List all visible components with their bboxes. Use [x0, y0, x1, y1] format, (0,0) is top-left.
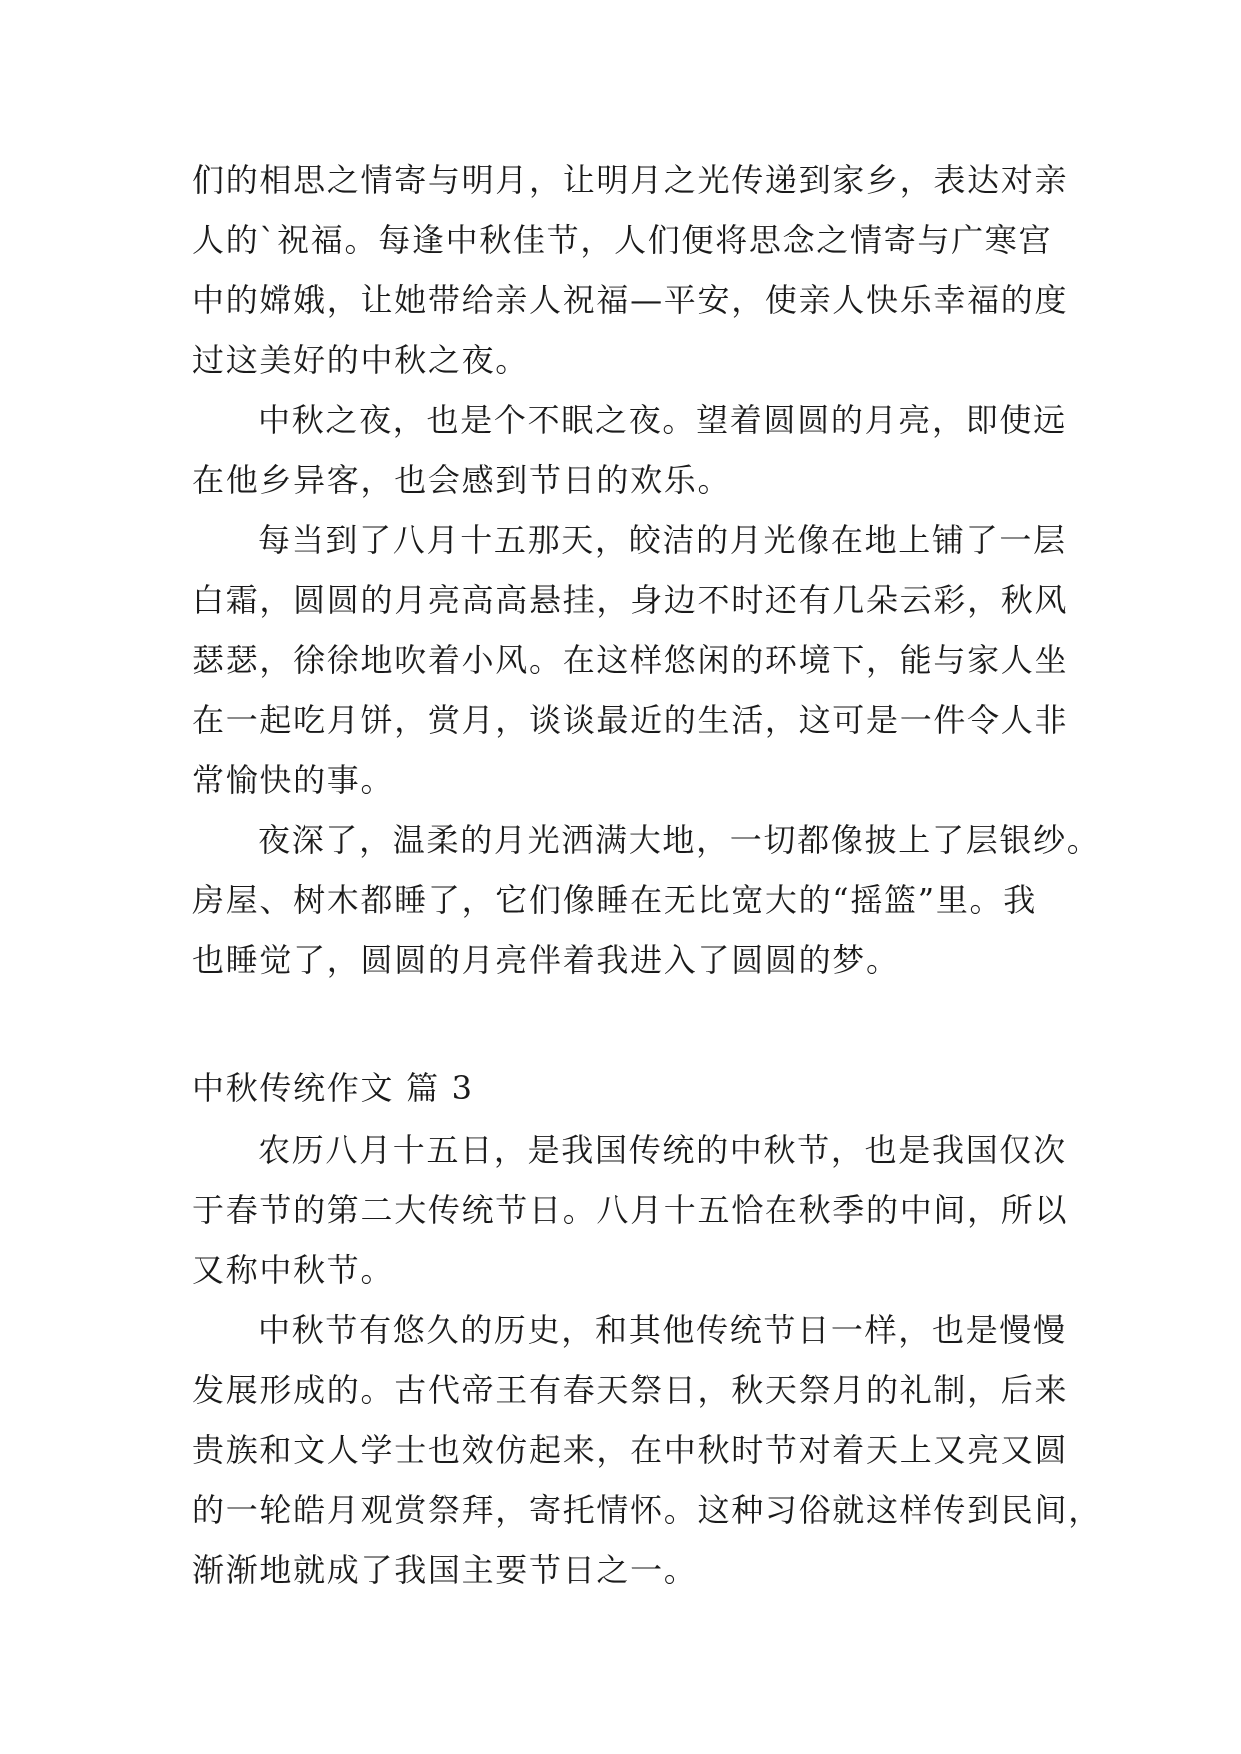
paragraph-line: 于春节的第二大传统节日。八月十五恰在秋季的中间，所以: [192, 1191, 1069, 1229]
paragraph-line: 中秋节有悠久的历史，和其他传统节日一样，也是慢慢: [258, 1311, 1067, 1349]
paragraph-line: 中的嫦娥，让她带给亲人祝福—平安，使亲人快乐幸福的度: [192, 281, 1069, 319]
paragraph-line: 每当到了八月十五那天，皎洁的月光像在地上铺了一层: [258, 521, 1067, 559]
paragraph-line: 在他乡异客，也会感到节日的欢乐。: [192, 461, 732, 499]
paragraph-line: 中秋之夜，也是个不眠之夜。望着圆圆的月亮，即使远: [258, 401, 1067, 439]
paragraph-line: 在一起吃月饼，赏月，谈谈最近的生活，这可是一件令人非: [192, 701, 1069, 739]
paragraph-line: 贵族和文人学士也效仿起来，在中秋时节对着天上又亮又圆: [192, 1431, 1069, 1469]
paragraph-line: 又称中秋节。: [192, 1251, 395, 1289]
paragraph-line: 房屋、树木都睡了，它们像睡在无比宽大的“摇篮”里。我: [192, 881, 1037, 919]
paragraph-line: 的一轮皓月观赏祭拜，寄托情怀。这种习俗就这样传到民间，: [192, 1491, 1102, 1529]
paragraph-line: 夜深了，温柔的月光洒满大地，一切都像披上了层银纱。: [258, 821, 1101, 859]
paragraph-line: 渐渐地就成了我国主要节日之一。: [192, 1551, 698, 1589]
section-heading: 中秋传统作文 篇 3: [192, 1069, 474, 1107]
paragraph-line: 常愉快的事。: [192, 761, 395, 799]
paragraph-line: 白霜，圆圆的月亮高高悬挂，身边不时还有几朵云彩，秋风: [192, 581, 1069, 619]
paragraph-line: 人的`祝福。每逢中秋佳节，人们便将思念之情寄与广寒宫: [192, 221, 1053, 259]
paragraph-line: 瑟瑟，徐徐地吹着小风。在这样悠闲的环境下，能与家人坐: [192, 641, 1069, 679]
paragraph-line: 发展形成的。古代帝王有春天祭日，秋天祭月的礼制，后来: [192, 1371, 1069, 1409]
paragraph-line: 也睡觉了，圆圆的月亮伴着我进入了圆圆的梦。: [192, 941, 900, 979]
paragraph-line: 农历八月十五日，是我国传统的中秋节，也是我国仅次: [258, 1131, 1067, 1169]
paragraph-line: 们的相思之情寄与明月，让明月之光传递到家乡，表达对亲: [192, 161, 1069, 199]
paragraph-line: 过这美好的中秋之夜。: [192, 341, 530, 379]
